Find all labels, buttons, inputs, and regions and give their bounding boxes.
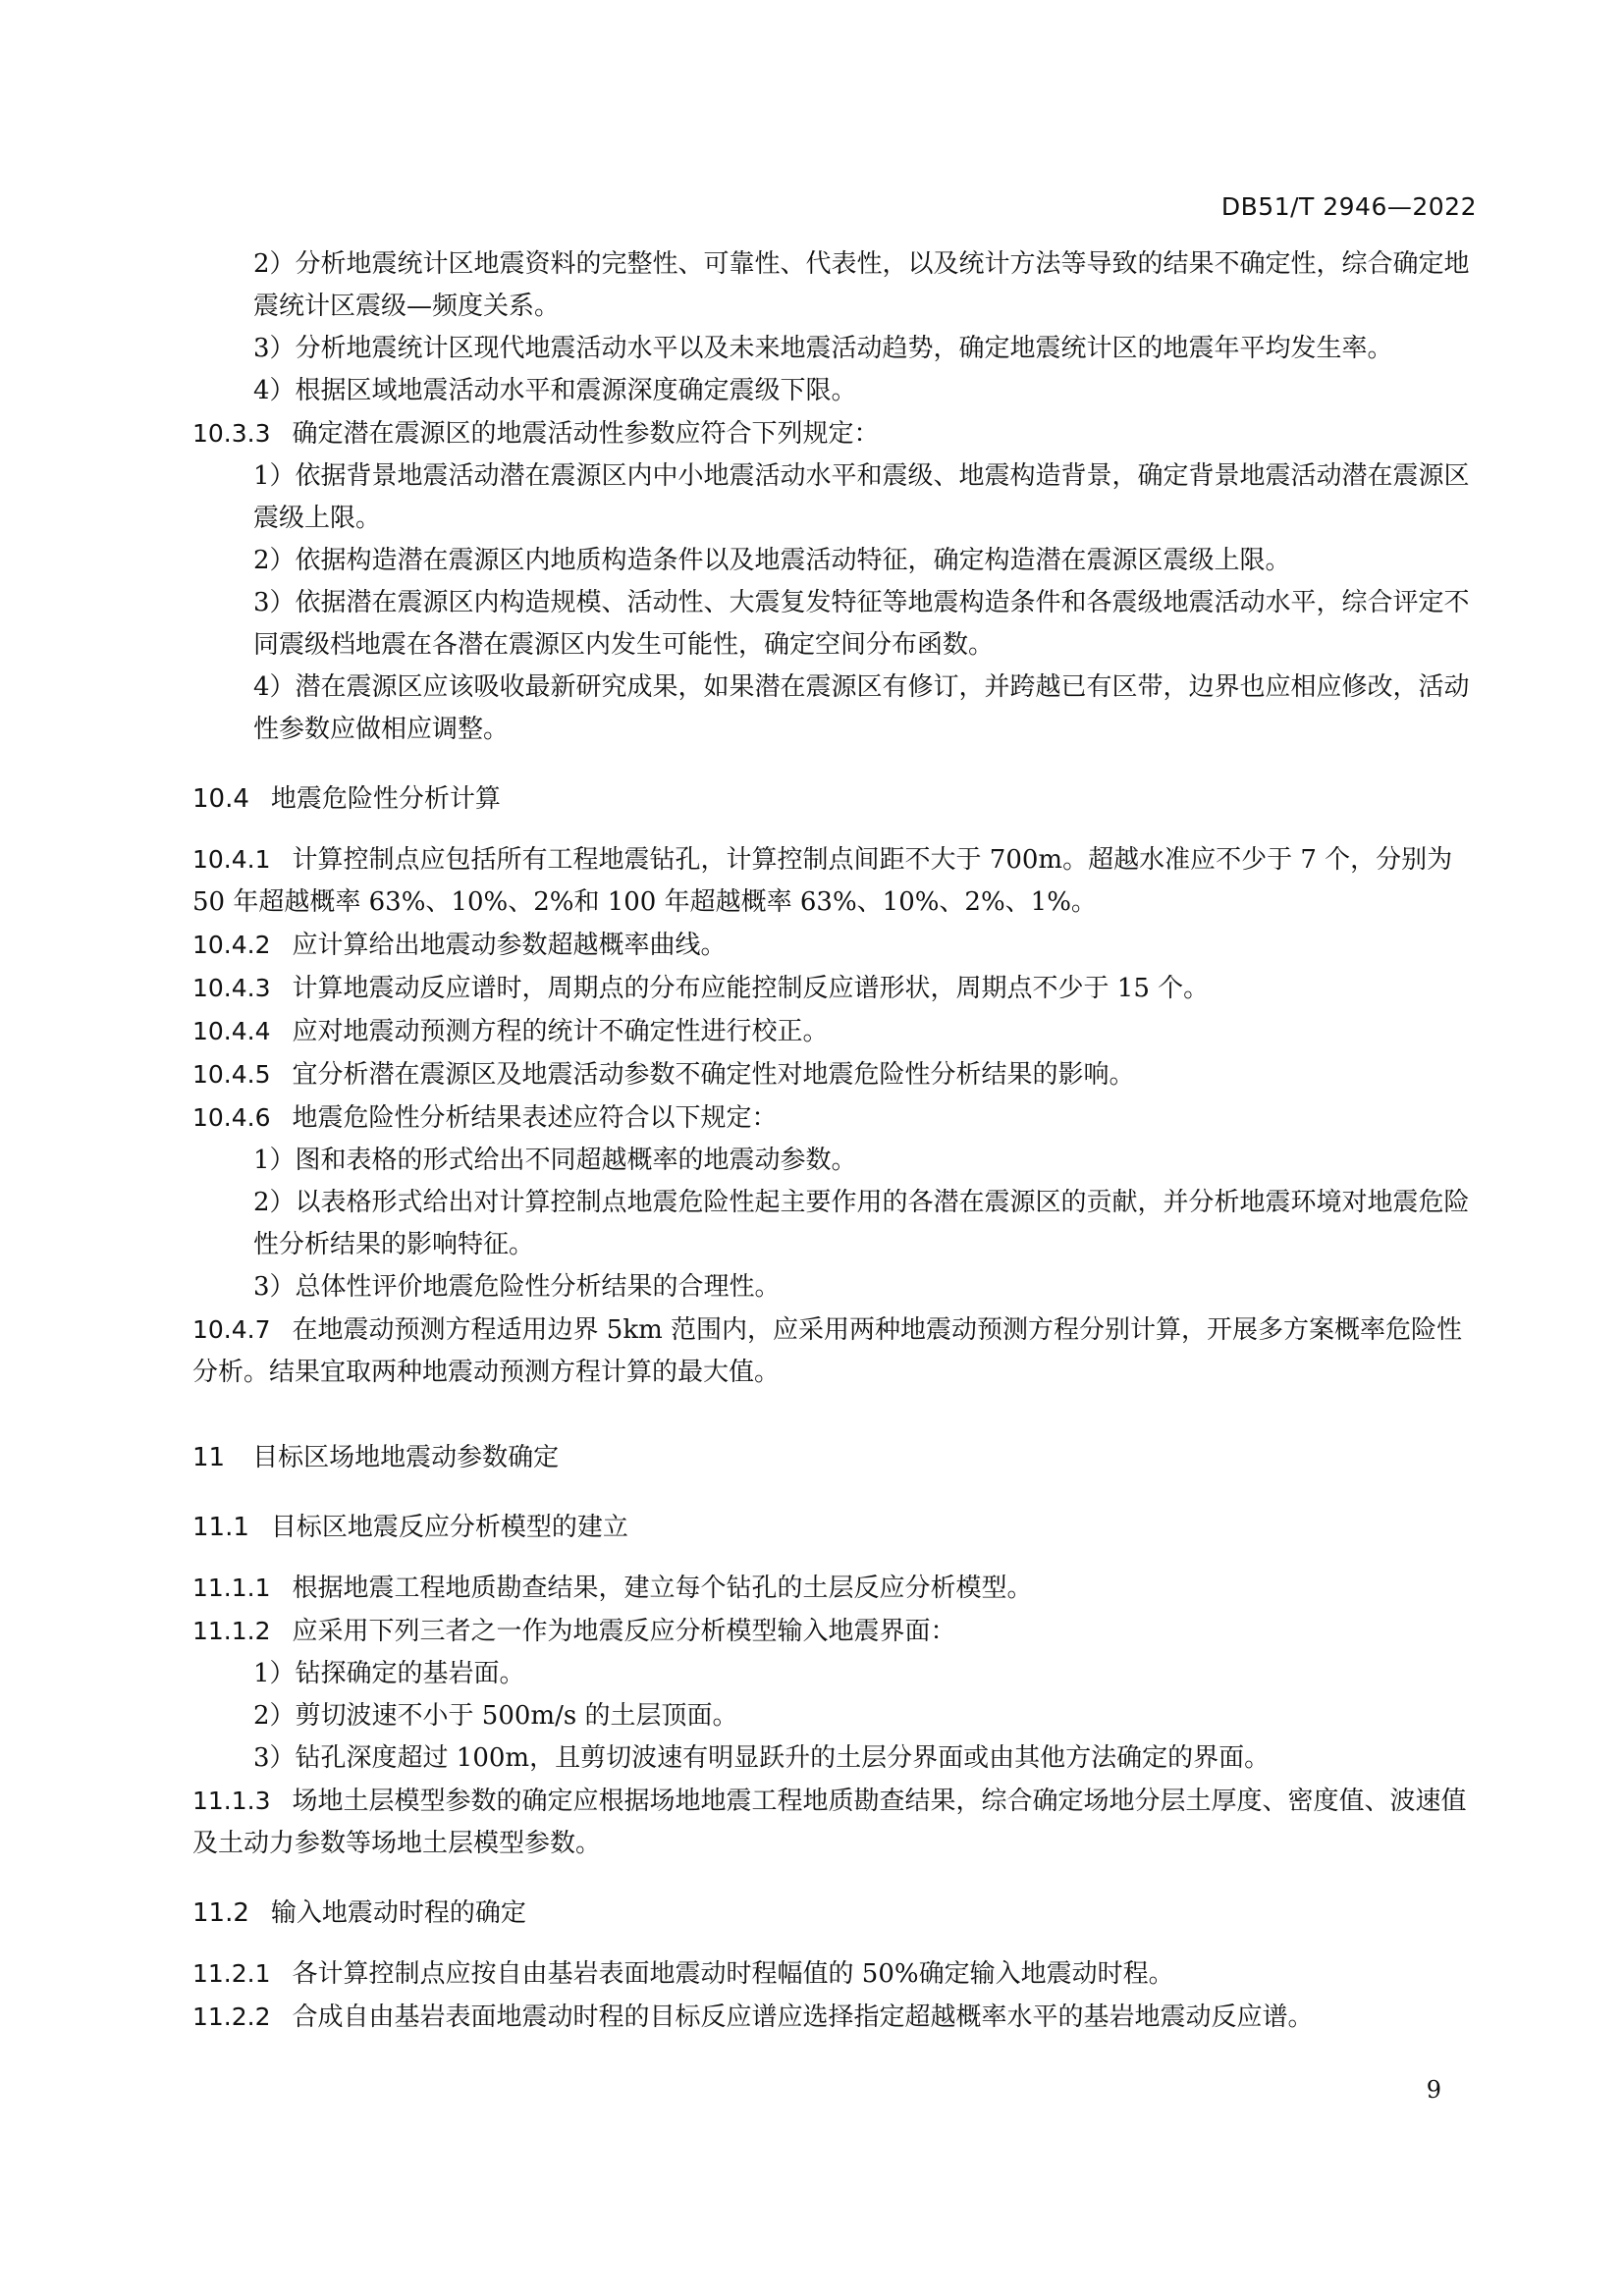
clause-number: 11.2.1 [192,1959,271,1988]
list-item: 1）依据背景地震活动潜在震源区内中小地震活动水平和震级、地震构造背景，确定背景地震活动潜在震源区震级上限。 [253,461,1470,533]
section-number: 11.2 [192,1898,249,1928]
list-item: 3）钻孔深度超过 100m，且剪切波速有明显跃升的土层分界面或由其他方法确定的界面。 [253,1743,1271,1773]
list-item: 1）图和表格的形式给出不同超越概率的地震动参数。 [253,1146,857,1175]
clause-text: 宜分析潜在震源区及地震活动参数不确定性对地震危险性分析结果的影响。 [292,1060,1135,1090]
list-item: 2）依据构造潜在震源区内地质构造条件以及地震活动特征，确定构造潜在震源区震级上限。 [253,546,1291,575]
clause-10-4-3 [192,967,1483,1010]
clause-number: 10.4.2 [192,931,271,959]
clause-text: 各计算控制点应按自由基岩表面地震动时程幅值的 50%确定输入地震动时程。 [292,1959,1174,1989]
list-item: 4）根据区域地震活动水平和震源深度确定震级下限。 [253,376,857,405]
document-code-header: DB51/T 2946—2022 [1220,192,1477,221]
document-body [192,243,1483,2039]
clause-10-4-6 [192,1096,1483,1140]
clause-text: 计算地震动反应谱时，周期点的分布应能控制反应谱形状，周期点不少于 15 个。 [292,974,1210,1003]
section-title: 目标区地震反应分析模型的建立 [270,1513,628,1542]
page-number: 9 [1426,2076,1441,2104]
clause-10-4-2 [192,924,1483,967]
clause-text: 在地震动预测方程适用边界 5km 范围内，应采用两种地震动预测方程分别计算，开展多方案概率危险性分析。结果宜取两种地震动预测方程计算的最大值。 [192,1315,1463,1387]
list-item: 2）剪切波速不小于 500m/s 的土层顶面。 [253,1701,738,1731]
clause-number: 11.1.2 [192,1617,271,1645]
clause-text: 应采用下列三者之一作为地震反应分析模型输入地震界面： [292,1617,956,1646]
clause-text: 确定潜在震源区的地震活动性参数应符合下列规定： [292,419,880,449]
clause-11-2-1 [192,1952,1483,1996]
chapter-heading-11 [192,1437,1483,1479]
clause-11-1-2 [192,1610,1483,1653]
list-item: 3）依据潜在震源区内构造规模、活动性、大震复发特征等地震构造条件和各震级地震活动水平，综合评定不同震级档地震在各潜在震源区内发生可能性，确定空间分布函数。 [253,588,1470,660]
clause-text: 计算控制点应包括所有工程地震钻孔，计算控制点间距不大于 700m。超越水准应不少于 7 个，分别为 50 年超越概率 63%、10%、2%和 100 年超越概率 63%、10%、2%、1%。 [192,845,1453,917]
list-item: 4）潜在震源区应该吸收最新研究成果，如果潜在震源区有修订，并跨越已有区带，边界也应相应修改，活动性参数应做相应调整。 [253,672,1470,744]
clause-number: 10.4.4 [192,1017,271,1045]
list-item: 3）分析地震统计区现代地震活动水平以及未来地震活动趋势，确定地震统计区的地震年平均发生率。 [253,334,1393,363]
clause-number: 11.2.2 [192,2002,271,2031]
section-title: 地震危险性分析计算 [270,784,501,814]
list-item: 2）以表格形式给出对计算控制点地震危险性起主要作用的各潜在震源区的贡献，并分析地震环境对地震危险性分析结果的影响特征。 [253,1188,1470,1259]
clause-number: 11.1.1 [192,1574,271,1602]
section-heading-11-1 [192,1507,1483,1549]
clause-text: 场地土层模型参数的确定应根据场地地震工程地质勘查结果，综合确定场地分层土厚度、密度值、波速值及土动力参数等场地土层模型参数。 [192,1787,1467,1858]
section-heading-10-4 [192,778,1483,821]
clause-number: 10.4.6 [192,1103,271,1132]
section-number: 10.4 [192,784,249,814]
clause-10-4-1 [192,838,1483,924]
clause-text: 合成自由基岩表面地震动时程的目标反应谱应选择指定超越概率水平的基岩地震动反应谱。 [292,2002,1314,2032]
clause-number: 10.3.3 [192,419,271,448]
clause-number: 10.4.5 [192,1060,271,1089]
list-item: 3）总体性评价地震危险性分析结果的合理性。 [253,1272,781,1302]
section-title: 输入地震动时程的确定 [270,1898,526,1928]
clause-number: 10.4.3 [192,974,271,1002]
clause-10-4-5 [192,1053,1483,1096]
clause-11-1-1 [192,1567,1483,1610]
clause-10-3-3 [192,412,1483,455]
clause-number: 10.4.7 [192,1315,271,1344]
section-heading-11-2 [192,1893,1483,1935]
clause-10-4-7 [192,1308,1483,1394]
clause-10-4-4 [192,1010,1483,1053]
list-item: 1）钻探确定的基岩面。 [253,1659,525,1688]
chapter-title: 目标区场地地震动参数确定 [252,1443,560,1472]
clause-11-2-2 [192,1996,1483,2039]
clause-number: 11.1.3 [192,1787,271,1815]
clause-text: 应对地震动预测方程的统计不确定性进行校正。 [292,1017,829,1046]
clause-text: 根据地震工程地质勘查结果，建立每个钻孔的土层反应分析模型。 [292,1574,1033,1603]
clause-number: 10.4.1 [192,845,271,874]
chapter-number: 11 [192,1443,226,1472]
section-number: 11.1 [192,1513,249,1542]
clause-11-1-3 [192,1780,1483,1865]
list-item: 2）分析地震统计区地震资料的完整性、可靠性、代表性，以及统计方法等导致的结果不确定性，综合确定地震统计区震级—频度关系。 [253,249,1470,321]
clause-text: 地震危险性分析结果表述应符合以下规定： [292,1103,778,1133]
clause-text: 应计算给出地震动参数超越概率曲线。 [292,931,727,960]
